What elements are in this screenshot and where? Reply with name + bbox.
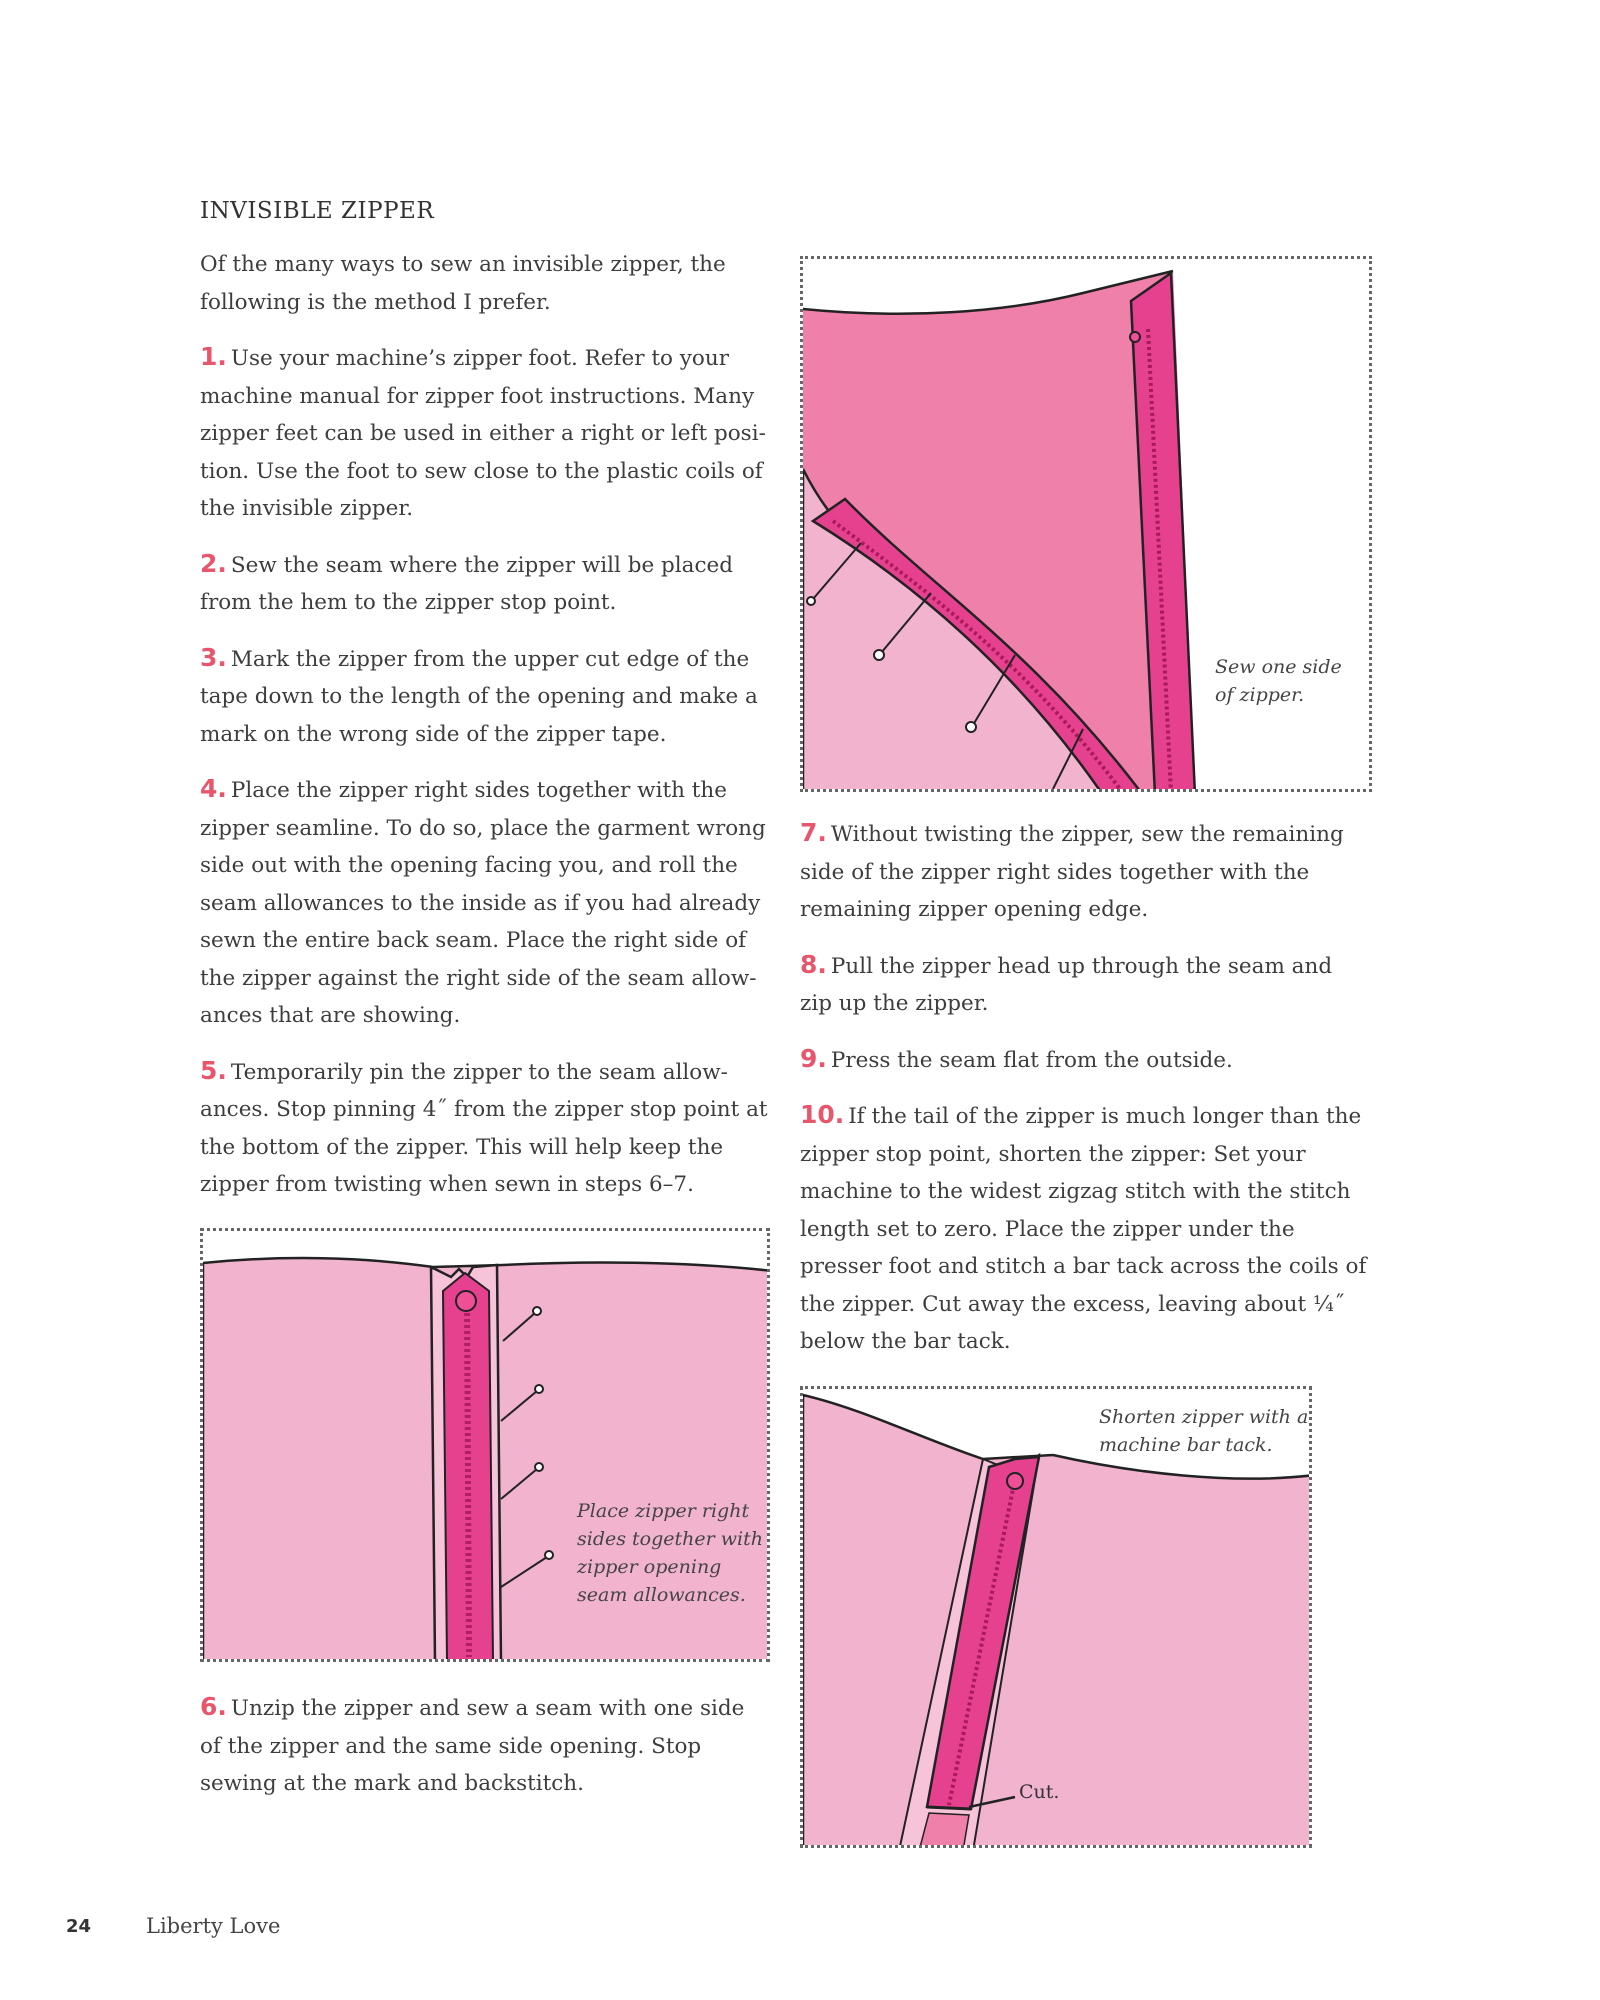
figure-shorten-zipper bbox=[800, 1386, 1312, 1848]
step-number: 6. bbox=[200, 1692, 227, 1721]
step-text: Pull the zipper head up through the seam and zip up the zipper. bbox=[800, 953, 1333, 1016]
cut-label: Cut. bbox=[1019, 1781, 1060, 1803]
step-2 bbox=[200, 545, 770, 622]
step-9 bbox=[800, 1040, 1370, 1080]
step-number: 1. bbox=[200, 342, 227, 371]
step-7 bbox=[800, 814, 1370, 929]
step-number: 7. bbox=[800, 818, 827, 847]
step-number: 8. bbox=[800, 949, 827, 979]
figure-caption: Shorten zipper with a machine bar tack. bbox=[1099, 1406, 1309, 1456]
figure-sew-one-side bbox=[800, 256, 1372, 792]
right-column bbox=[800, 814, 1370, 1378]
step-10 bbox=[800, 1096, 1370, 1361]
step-text: Without twisting the zipper, sew the remaining side of the zipper right sides together with the remaining zipper opening edge. bbox=[800, 822, 1344, 922]
step-text: Sew the seam where the zipper will be placed from the hem to the zipper stop point. bbox=[200, 552, 734, 615]
left-column bbox=[200, 246, 770, 1221]
step-text: Use your machine’s zipper foot. Refer to your machine manual for zipper foot instructions. Many zipper feet can be used in either a right or left position. Use the foot to sew close to the plastic coils of the invisible zipper. bbox=[200, 346, 766, 521]
step-number: 4. bbox=[200, 774, 227, 803]
step-6 bbox=[200, 1688, 770, 1803]
step-number: 2. bbox=[200, 548, 227, 578]
step-text: Unzip the zipper and sew a seam with one side of the zipper and the same side opening. Stop sewing at the mark and backstitch. bbox=[200, 1696, 745, 1796]
section-heading: INVISIBLE ZIPPER bbox=[200, 198, 435, 224]
step-text: Place the zipper right sides together with the zipper seamline. To do so, place the garment wrong side out with the opening facing you, and roll the seam allowances to the inside as if you had already sewn the entire back seam. Place the right side of the zipper against the right side of the seam allowances that are showing. bbox=[200, 778, 766, 1028]
intro-paragraph: Of the many ways to sew an invisible zipper, the following is the method I prefer. bbox=[200, 252, 726, 315]
step-text: If the tail of the zipper is much longer than the zipper stop point, shorten the zipper: Set your machine to the widest zigzag stitch with the stitch length set to zero. Place the zipper under the presser foot and stitch a bar tack across the coils of the zipper. Cut away the excess, leaving about ¼˝ below the bar tack. bbox=[800, 1104, 1367, 1354]
book-title: Liberty Love bbox=[146, 1914, 281, 1938]
step-text: Press the seam flat from the outside. bbox=[830, 1047, 1233, 1073]
step-number: 10. bbox=[800, 1100, 845, 1129]
figure-place-zipper bbox=[200, 1228, 770, 1662]
step-1 bbox=[200, 338, 770, 528]
figure-caption: Place zipper right sides together with zipper opening seam allowances. bbox=[577, 1500, 763, 1606]
step-number: 9. bbox=[800, 1043, 827, 1073]
left-column-bottom bbox=[200, 1688, 770, 1820]
step-5 bbox=[200, 1052, 770, 1204]
sew-one-side-illustration bbox=[803, 259, 1372, 792]
figure-caption: Sew one side of zipper. bbox=[1215, 656, 1342, 706]
step-8 bbox=[800, 946, 1370, 1023]
page-number: 24 bbox=[66, 1916, 92, 1937]
step-number: 3. bbox=[200, 642, 227, 672]
step-text: Temporarily pin the zipper to the seam allowances. Stop pinning 4˝ from the zipper stop point at the bottom of the zipper. This will help keep the zipper from twisting when sewn in steps 6–7. bbox=[200, 1059, 768, 1197]
step-number: 5. bbox=[200, 1055, 227, 1085]
step-4 bbox=[200, 770, 770, 1035]
step-text: Mark the zipper from the upper cut edge of the tape down to the length of the opening and make a mark on the wrong side of the zipper tape. bbox=[200, 646, 758, 747]
step-3 bbox=[200, 639, 770, 754]
